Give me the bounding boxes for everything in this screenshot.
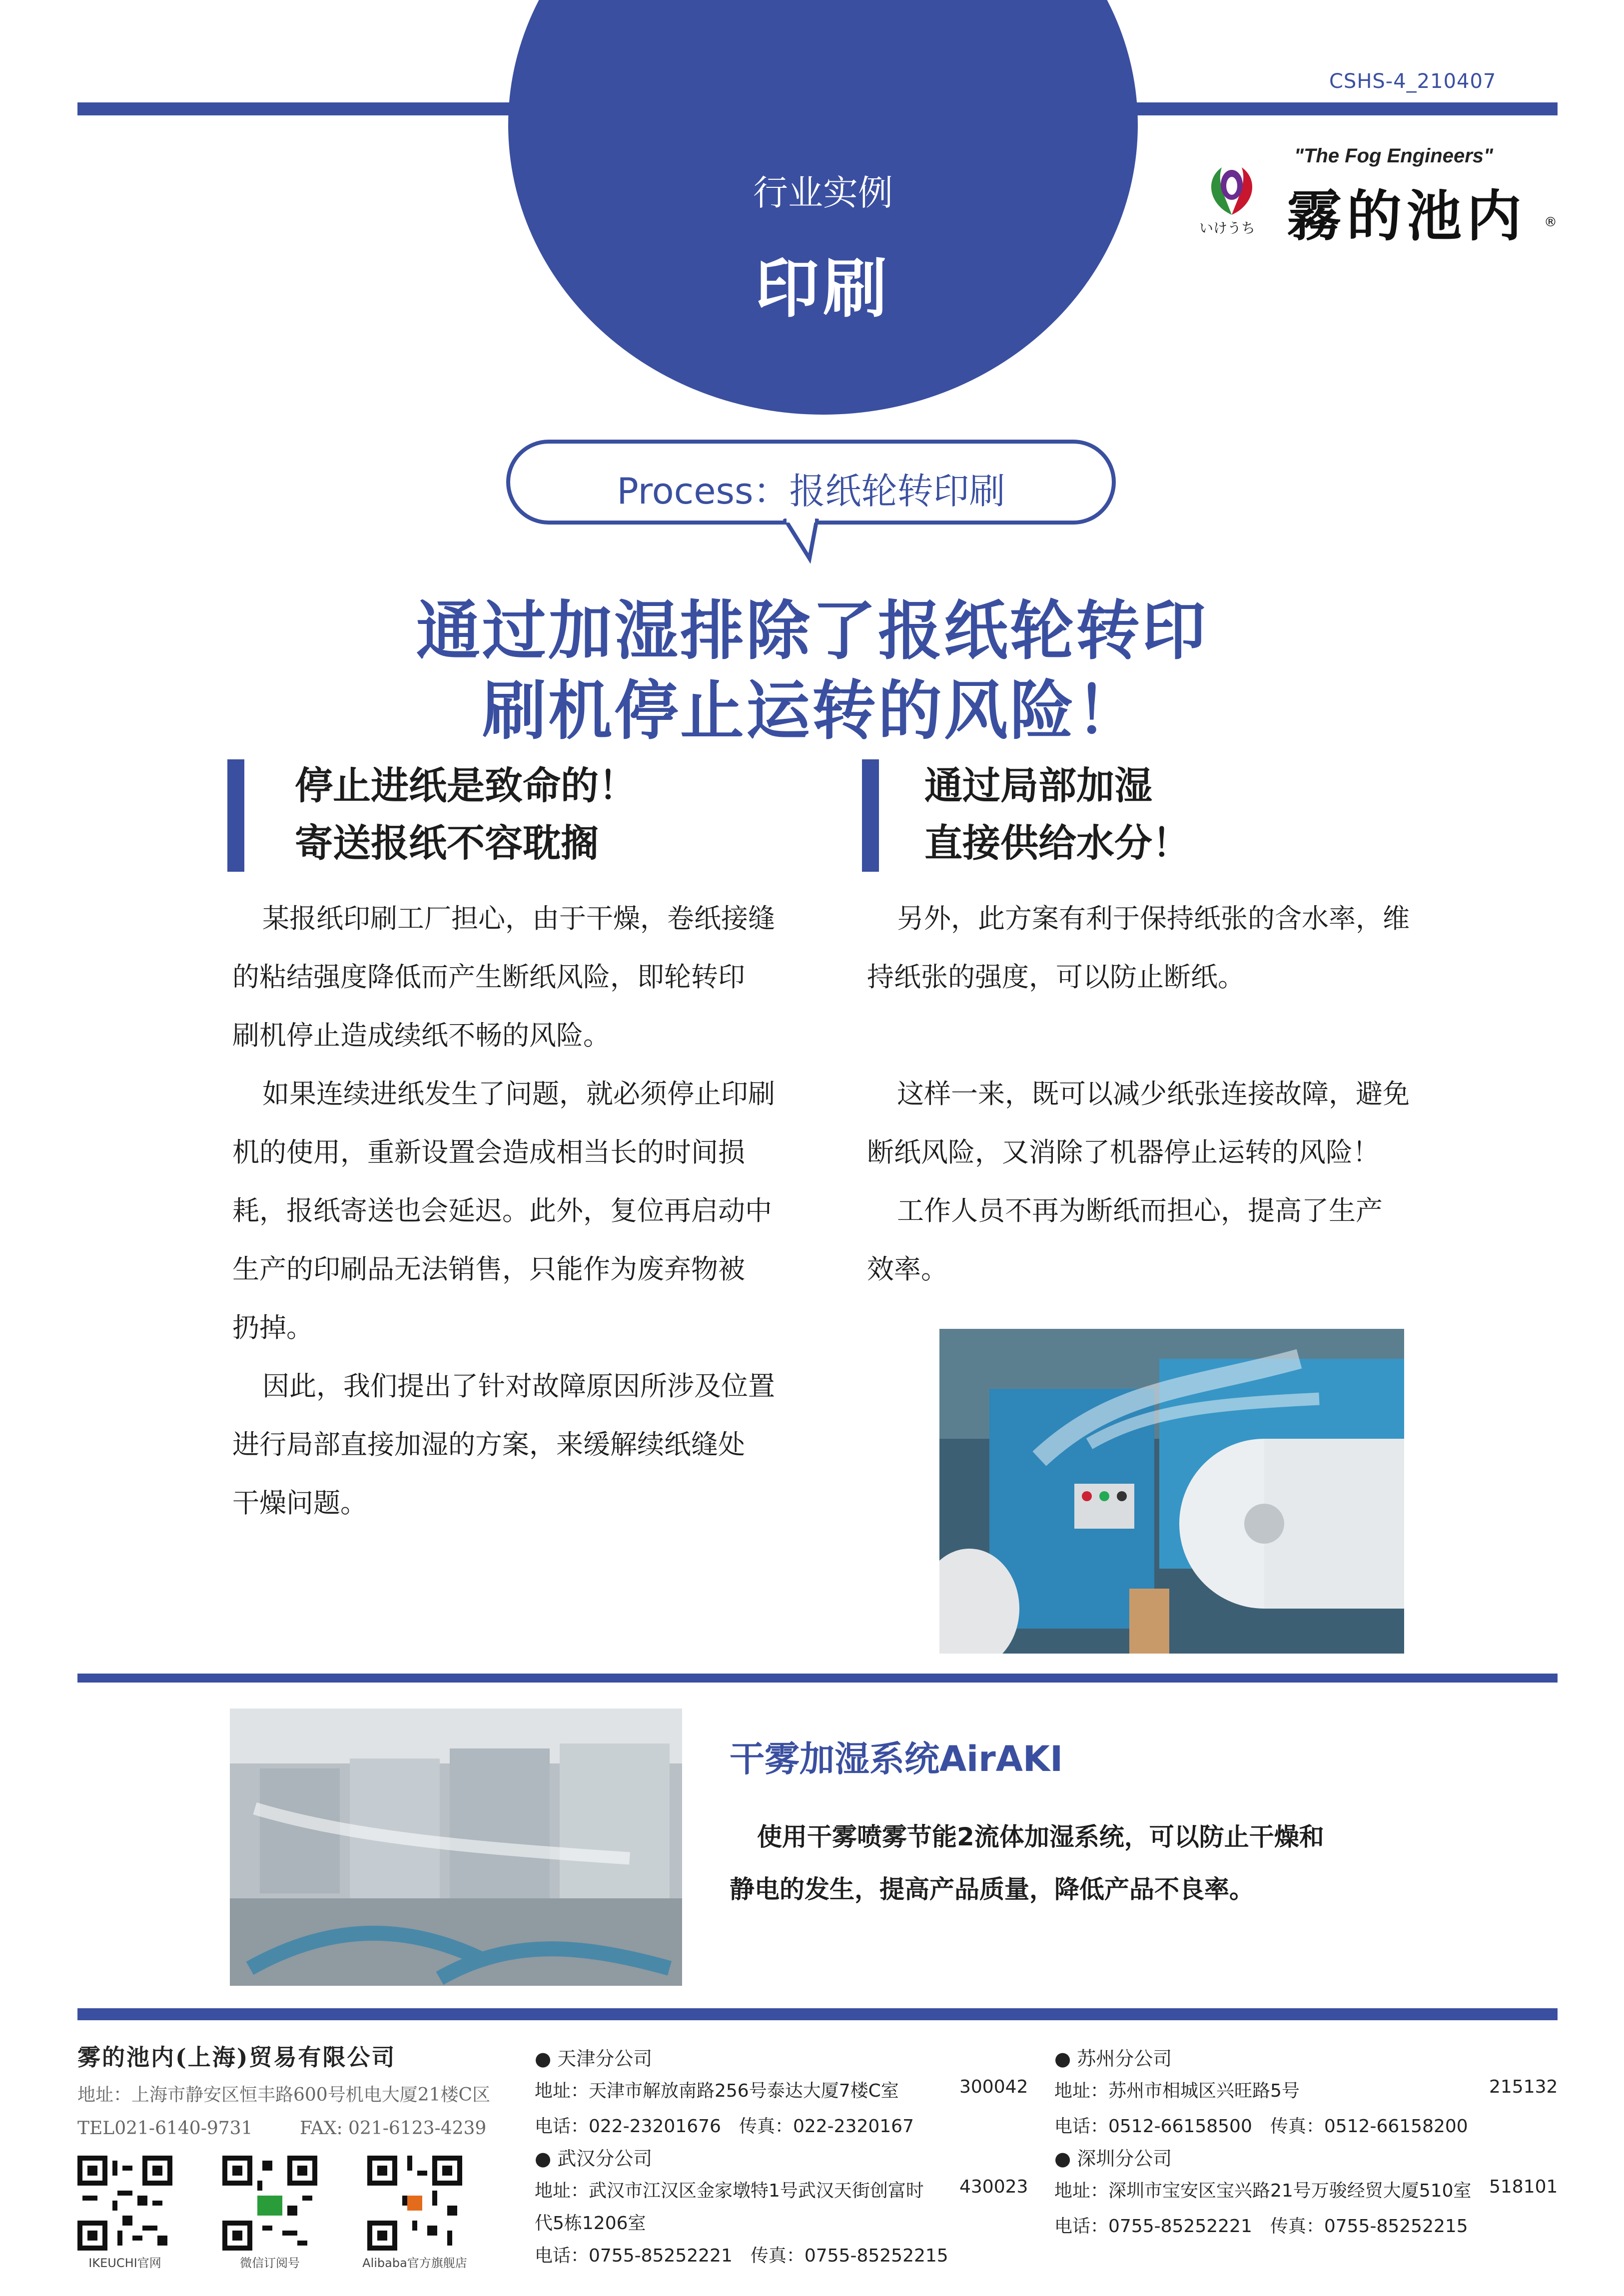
right-title-line: 直接供给水分！ — [924, 821, 1190, 865]
logo-kana: いけうち — [1199, 220, 1256, 236]
body-line: 耗，报纸寄送也会延迟。此外，复位再启动中 — [232, 1195, 772, 1226]
branch-address: 地址：深圳市宝安区宝兴路21号万骏经贸大厦510室 — [1054, 2181, 1472, 2201]
branch-phone: 电话：022-23201676 传真：022-2320167 — [535, 2116, 914, 2137]
branch-name: 武汉分公司 — [557, 2148, 653, 2170]
branch-postcode: 300042 — [959, 2077, 1028, 2097]
branch-address-2: 代5栋1206室 — [535, 2213, 646, 2234]
branch-address: 地址：天津市解放南路256号泰达大厦7楼C室 — [535, 2081, 899, 2101]
product-line: 静电的发生，提高产品质量，降低产品不良率。 — [730, 1875, 1254, 1904]
branch-phone: 电话：0755-85252221 传真：0755-85252215 — [1054, 2216, 1468, 2237]
page-title: 印刷 — [755, 252, 891, 326]
company-logo — [1194, 145, 1564, 248]
document-code: CSHS-4_210407 — [1329, 70, 1497, 93]
product-title: 干雾加湿系统AirAKI — [730, 1738, 1063, 1779]
body-line: 机的使用，重新设置会造成相当长的时间损 — [232, 1137, 745, 1168]
body-line: 持纸张的强度，可以防止断纸。 — [867, 961, 1245, 993]
bullet-icon: ● — [1054, 2148, 1077, 2170]
body-line: 工作人员不再为断纸而担心，提高了生产 — [897, 1195, 1383, 1226]
body-line: 效率。 — [867, 1253, 948, 1285]
company-address: 地址：上海市静安区恒丰路600号机电大厦21楼C区 — [77, 2085, 491, 2105]
bullet-icon: ● — [535, 2048, 558, 2070]
logo-icon — [1199, 160, 1264, 220]
headline-line-1: 通过加湿排除了报纸轮转印 — [416, 594, 1208, 668]
qr-caption: 微信订阅号 — [240, 2256, 300, 2270]
body-line: 干燥问题。 — [232, 1487, 367, 1519]
body-line: 另外，此方案有利于保持纸张的含水率，维 — [897, 903, 1410, 934]
body-line: 生产的印刷品无法销售，只能作为废弃物被 — [232, 1253, 745, 1285]
product-line: 使用干雾喷雾节能2流体加湿系统，可以防止干燥和 — [757, 1822, 1324, 1851]
left-section-title — [295, 757, 637, 872]
branch-name: 苏州分公司 — [1077, 2048, 1172, 2070]
logo-name: 霧的池内 — [1287, 184, 1527, 248]
qr-code-icon — [367, 2156, 462, 2251]
branch-address: 地址：苏州市相城区兴旺路5号 — [1054, 2081, 1300, 2101]
company-tel: TEL021-6140-9731 — [77, 2118, 253, 2139]
product-description — [730, 1811, 1379, 1916]
branch-name: 天津分公司 — [557, 2048, 653, 2070]
branch-phone: 电话：0755-85252221 传真：0755-85252215 — [535, 2246, 948, 2266]
branch-postcode: 518101 — [1489, 2177, 1558, 2197]
body-line: 进行局部直接加湿的方案，来缓解续纸缝处 — [232, 1429, 745, 1460]
left-title-line: 寄送报纸不容耽搁 — [295, 821, 599, 865]
bubble-tail — [780, 519, 839, 564]
logo-tagline: "The Fog Engineers" — [1294, 145, 1493, 167]
branch-shenzhen — [1054, 2143, 1559, 2238]
body-line: 这样一来，既可以减少纸张连接故障，避免 — [897, 1078, 1410, 1110]
branch-name: 深圳分公司 — [1077, 2148, 1172, 2170]
branch-suzhou — [1054, 2043, 1559, 2138]
right-section-title — [924, 757, 1190, 872]
body-line: 某报纸印刷工厂担心，由于干燥，卷纸接缝 — [262, 903, 775, 934]
headline-line-2: 刷机停止运转的风险！ — [482, 674, 1142, 748]
printing-press-photo — [939, 1329, 1404, 1654]
branch-wuhan — [535, 2143, 1034, 2267]
body-line: 刷机停止造成续纸不畅的风险。 — [232, 1020, 610, 1051]
footer-divider — [77, 2008, 1558, 2020]
branch-tianjin — [535, 2043, 1034, 2138]
right-title-line: 通过局部加湿 — [924, 763, 1152, 808]
branch-postcode: 215132 — [1489, 2077, 1558, 2097]
qr-code-icon — [222, 2156, 317, 2251]
registered-mark: ® — [1544, 215, 1557, 230]
left-section-marker — [227, 759, 244, 872]
branch-address: 地址：武汉市江汉区金家墩特1号武汉天街创富时 — [535, 2181, 924, 2201]
middle-divider — [77, 1674, 1558, 1683]
left-title-line: 停止进纸是致命的！ — [295, 763, 637, 808]
left-body — [232, 889, 832, 1532]
bullet-icon: ● — [535, 2148, 558, 2170]
body-line: 扔掉。 — [232, 1312, 313, 1343]
process-label: Process：报纸轮转印刷 — [617, 470, 1005, 512]
body-line: 因此，我们提出了针对故障原因所涉及位置 — [262, 1370, 775, 1402]
right-section-marker — [862, 759, 879, 872]
factory-photo — [230, 1709, 682, 1986]
category-label: 行业实例 — [753, 172, 893, 213]
branch-phone: 电话：0512-66158500 传真：0512-66158200 — [1054, 2116, 1468, 2137]
body-line: 如果连续进纸发生了问题，就必须停止印刷 — [262, 1078, 775, 1110]
bullet-icon: ● — [1054, 2048, 1077, 2070]
qr-caption: IKEUCHI官网 — [88, 2256, 161, 2270]
branch-postcode: 430023 — [959, 2177, 1028, 2197]
body-line: 的粘结强度降低而产生断纸风险，即轮转印 — [232, 961, 745, 993]
qr-code-icon — [77, 2156, 172, 2251]
qr-caption: Alibaba官方旗舰店 — [362, 2256, 467, 2270]
company-name: 雾的池内(上海)贸易有限公司 — [77, 2044, 396, 2071]
body-line: 断纸风险，又消除了机器停止运转的风险！ — [867, 1137, 1380, 1168]
right-body — [867, 889, 1467, 1298]
company-fax: FAX: 021-6123-4239 — [300, 2118, 487, 2139]
